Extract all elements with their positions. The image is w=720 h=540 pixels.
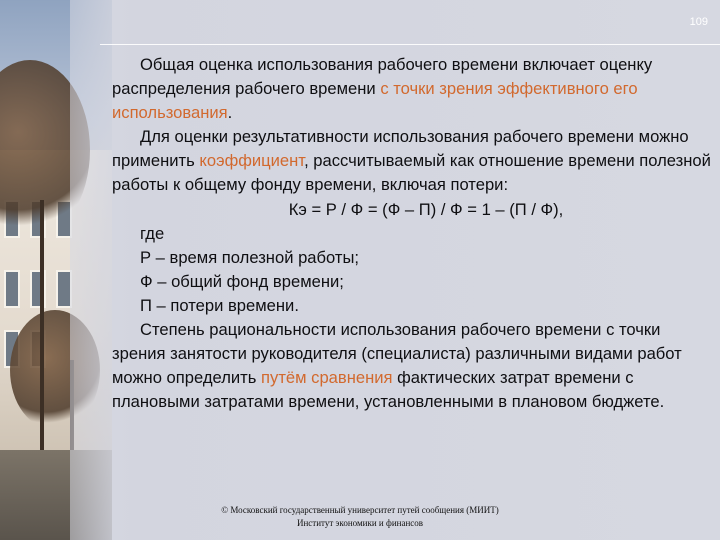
paragraph-2-end: , рассчитываемый как отношение времени полезной работы к общему фонду времени, включая потери: xyxy=(112,151,711,195)
building-window xyxy=(4,270,20,308)
footer xyxy=(0,504,720,530)
definition-item: П – потери времени. xyxy=(140,295,299,315)
page-number: 109 xyxy=(689,16,708,28)
formula: Кэ = Р / Ф = (Ф – П) / Ф = 1 – (П / Ф), xyxy=(288,199,564,219)
paragraph-3-end: фактических затрат времени с плановыми затратами времени, установленными в плановом бюджете. xyxy=(112,368,665,412)
header-divider xyxy=(100,44,720,45)
paragraph-2-text: Для оценки результативности использования рабочего времени можно применить xyxy=(112,127,689,171)
definition-item: Р – время полезной работы; xyxy=(140,247,360,267)
paragraph-1 xyxy=(112,53,712,125)
paragraph-3-highlight: путём сравнения xyxy=(261,368,393,388)
definition-item: Ф – общий фонд времени; xyxy=(140,271,344,291)
paragraph-1-end: . xyxy=(227,103,233,123)
where-label: где xyxy=(140,223,165,243)
paragraph-3 xyxy=(112,318,712,414)
footer-copyright: © Московский государственный университет путей сообщения (МИИТ) xyxy=(221,505,499,515)
slide-body xyxy=(112,53,712,414)
paragraph-1-highlight: с точки зрения эффективного его использования xyxy=(112,79,638,123)
paragraph-3-text: Степень рациональности использования рабочего времени с точки зрения занятости руководителя (специалиста) различными видами работ можно определить xyxy=(112,320,682,388)
paragraph-2 xyxy=(112,125,712,197)
paragraph-2-highlight: коэффициент xyxy=(199,151,305,171)
footer-institute: Институт экономики и финансов xyxy=(296,518,424,528)
paragraph-1-text: Общая оценка использования рабочего времени включает оценку распределения рабочего времени xyxy=(112,55,653,99)
